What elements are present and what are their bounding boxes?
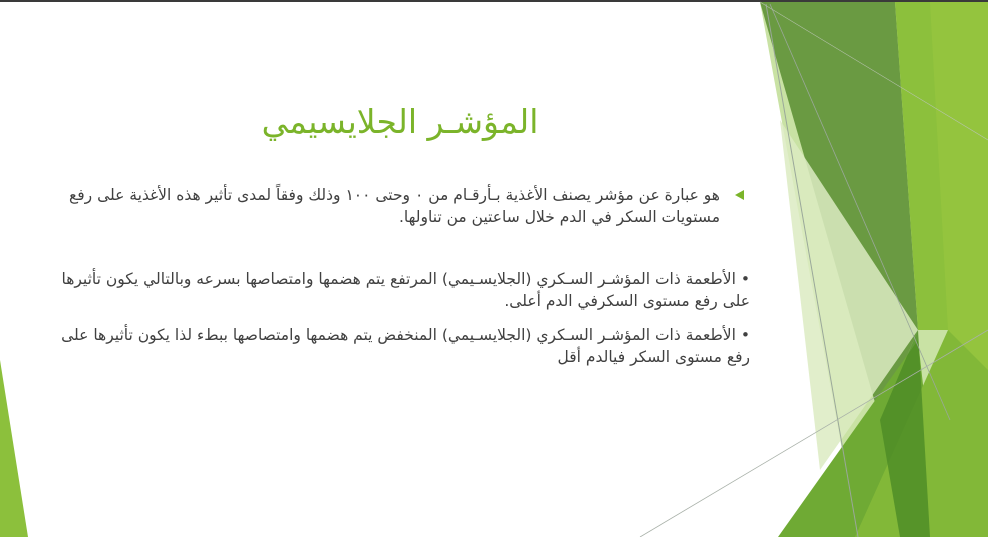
slide-title: المؤشـر الجلايسيمي [261,102,539,141]
low-gi-paragraph: • الأطعمة ذات المؤشـر السـكري (الجلايسـيمي) المنخفض يتم هضمها وامتصاصها ببطء لذا يكون تأثيرها على رفع مستوى السكر فيالدم أقل [61,326,750,366]
definition-text: هو عبارة عن مؤشر يصنف الأغذية بـأرقـام من ٠ وحتى ١٠٠ وذلك وفقاً لمدى تأثير هذه الأغذية على رفع مستويات السكر في الدم خلال ساعتين من تناولها. [69,186,720,226]
slide-body [60,184,750,368]
left-green-sliver [0,360,28,537]
definition-paragraph [60,184,750,228]
right-pointing-triangle-icon [735,190,744,200]
high-gi-paragraph: • الأطعمة ذات المؤشـر السـكري (الجلايسـيمي) المرتفع يتم هضمها وامتصاصها بسرعه وبالتالي يكون تأثيرها على رفع مستوى السكرفي الدم أعلى. [61,270,750,310]
